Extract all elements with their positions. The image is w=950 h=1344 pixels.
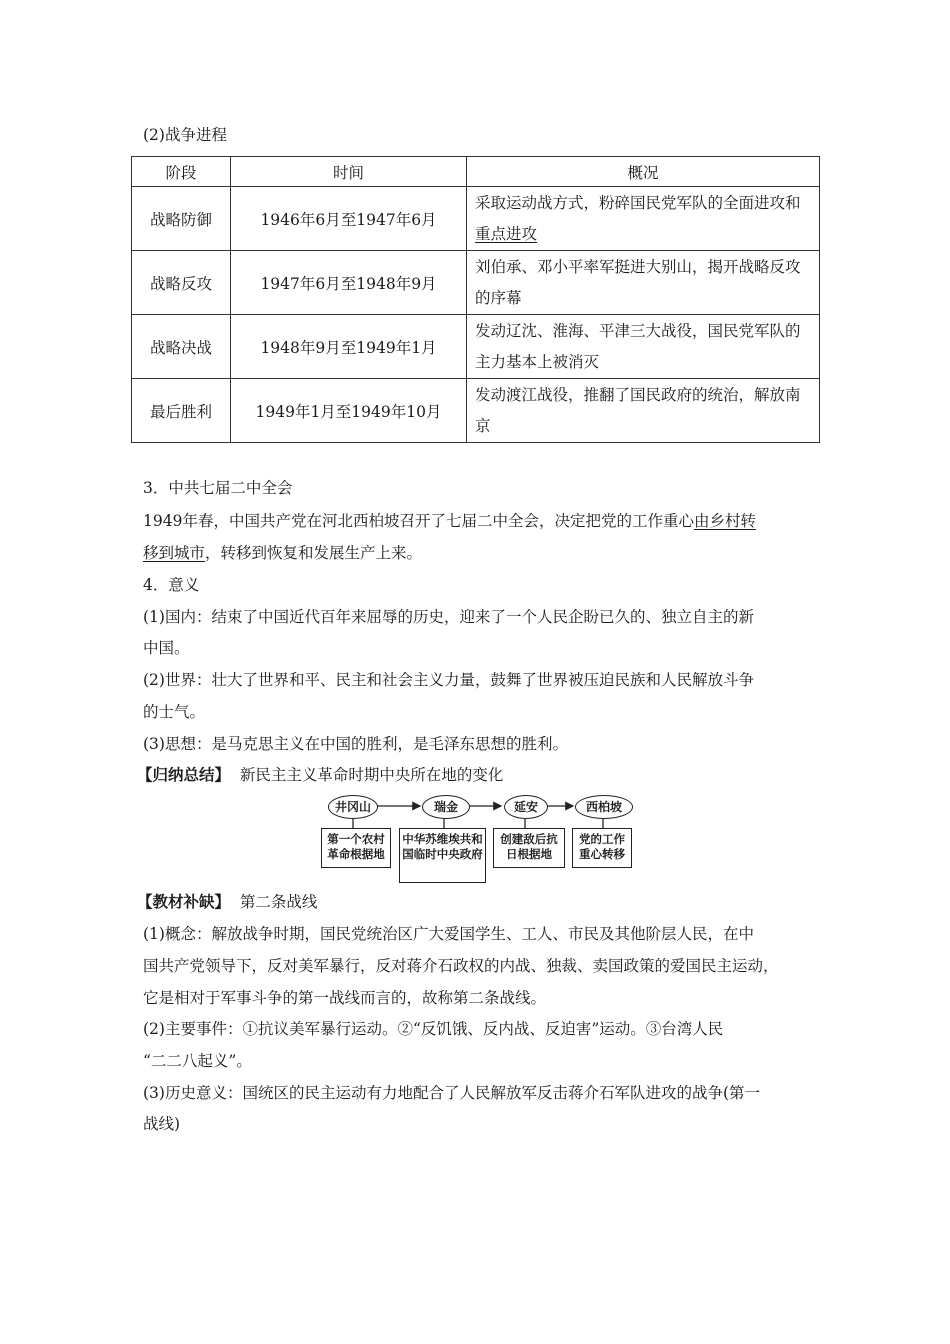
- box-soviet-government: 中华苏维埃共和国临时中央政府: [399, 828, 486, 883]
- supplement-p3-line1: (3)历史意义：国统区的民主运动有力地配合了人民解放军反击蒋介石军队进攻的战争(第一: [143, 1084, 761, 1102]
- supplement-p1-line3: 它是相对于军事斗争的第一战线而言的，故称第二条战线。: [143, 989, 547, 1007]
- table-row: [132, 379, 820, 443]
- section3-underlined-text: 由乡村转: [693, 512, 756, 530]
- war-progress-heading: (2)战争进程: [143, 126, 227, 144]
- overview-cell: 刘伯承、邓小平率军挺进大别山，揭开战略反攻的序幕: [467, 251, 820, 315]
- supplement-p3-line2: 战线): [143, 1115, 181, 1133]
- summary-tag: 【归纳总结】: [137, 765, 231, 784]
- overview-text: 采取运动战方式，粉碎国民党军队的全面进攻和: [475, 193, 801, 212]
- section3-underlined-text-cont: 移到城市: [143, 544, 206, 562]
- box-first-rural-base: 第一个农村革命根据地: [321, 828, 391, 868]
- supplement-p1-line2: 国共产党领导下，反对美军暴行，反对蒋介石政权的内战、独裁、卖国政策的爱国民主运动，: [143, 957, 779, 975]
- stage-cell: 战略防御: [132, 187, 231, 251]
- war-progress-table: [131, 156, 820, 443]
- node-xibaipo: 西柏坡: [575, 795, 633, 819]
- section4-p1-line1: (1)国内：结束了中国近代百年来屈辱的历史，迎来了一个人民企盼已久的、独立自主的新: [143, 608, 754, 626]
- capital-location-diagram: [318, 793, 634, 885]
- supplement-p1-line1: (1)概念：解放战争时期，国民党统治区广大爱国学生、工人、市民及其他阶层人民，在中: [143, 925, 754, 943]
- overview-cell: 发动辽沈、淮海、平津三大战役，国民党军队的主力基本上被消灭: [467, 315, 820, 379]
- overview-underlined-text: 重点进攻: [475, 224, 538, 243]
- table-row: [132, 187, 820, 251]
- node-jinggangshan: 井冈山: [328, 795, 378, 819]
- overview-cell: [467, 187, 820, 251]
- box-work-focus-shift: 党的工作重心转移: [572, 828, 632, 868]
- overview-cell: 发动渡江战役，推翻了国民政府的统治，解放南京: [467, 379, 820, 443]
- section4-p1-line2: 中国。: [143, 639, 190, 657]
- supplement-p2-line1: (2)主要事件：①抗议美军暴行运动。②“反饥饿、反内战、反迫害”运动。③台湾人民: [143, 1020, 724, 1038]
- section4-p2-line1: (2)世界：壮大了世界和平、民主和社会主义力量，鼓舞了世界被压迫民族和人民解放斗争: [143, 671, 754, 689]
- stage-cell: 战略决战: [132, 315, 231, 379]
- section3-line1: [143, 510, 756, 532]
- table-header-row: [132, 157, 820, 187]
- stage-cell: 最后胜利: [132, 379, 231, 443]
- supplement-p2-line2: “二二八起义”。: [143, 1052, 252, 1070]
- section4-heading: 4．意义: [143, 576, 200, 594]
- box-anti-japanese-base: 创建敌后抗日根据地: [493, 828, 565, 868]
- supplement-tag: 【教材补缺】: [137, 892, 231, 911]
- supplement-heading: [137, 891, 317, 913]
- column-header-stage: 阶段: [132, 157, 231, 187]
- time-cell: 1948年9月至1949年1月: [231, 315, 467, 379]
- summary-title: 新民主主义革命时期中央所在地的变化: [239, 766, 504, 784]
- node-ruijin: 瑞金: [422, 795, 470, 819]
- section3-text-cont: ，转移到恢复和发展生产上来。: [205, 544, 423, 562]
- stage-cell: 战略反攻: [132, 251, 231, 315]
- table-row: [132, 251, 820, 315]
- column-header-overview: 概况: [467, 157, 820, 187]
- column-header-time: 时间: [231, 157, 467, 187]
- time-cell: 1947年6月至1948年9月: [231, 251, 467, 315]
- time-cell: 1946年6月至1947年6月: [231, 187, 467, 251]
- table-row: [132, 315, 820, 379]
- time-cell: 1949年1月至1949年10月: [231, 379, 467, 443]
- section4-p3-line1: (3)思想：是马克思主义在中国的胜利，是毛泽东思想的胜利。: [143, 735, 568, 753]
- section3-line2: [143, 542, 422, 564]
- section3-heading: 3．中共七届二中全会: [143, 479, 293, 497]
- summary-heading: [137, 764, 503, 786]
- supplement-title: 第二条战线: [239, 893, 318, 911]
- section3-text: 1949年春，中国共产党在河北西柏坡召开了七届二中全会，决定把党的工作重心: [143, 512, 694, 530]
- section4-p2-line2: 的士气。: [143, 703, 206, 721]
- node-yanan: 延安: [504, 795, 548, 819]
